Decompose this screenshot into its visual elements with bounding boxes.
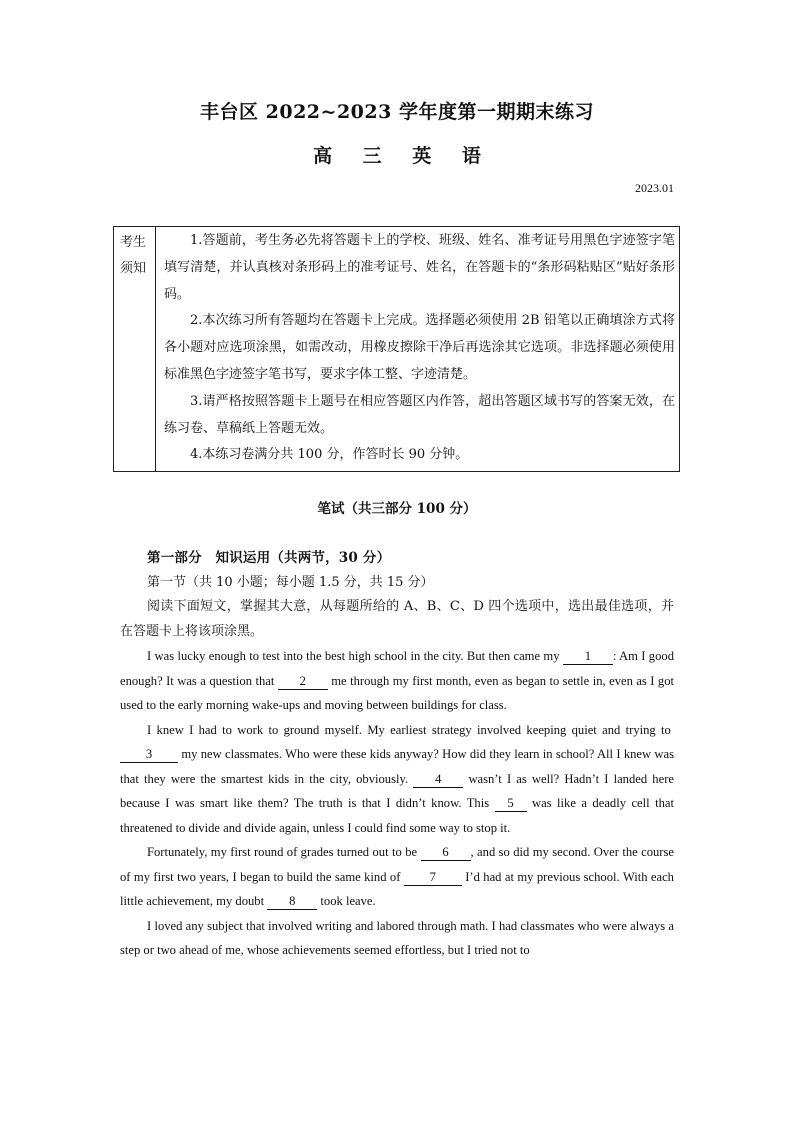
passage-text: : Am I good enough? It was a question that [120, 649, 674, 688]
passage-text: Fortunately, my first round of grades turned out to be [147, 845, 418, 859]
blank-7: 7 [404, 869, 462, 886]
instruction-text: 阅读下面短文，掌握其大意，从每题所给的 A、B、C、D 四个选项中，选出最佳选项，并在答题卡上将该项涂黑。 [120, 599, 674, 639]
passage-text: I was lucky enough to test into the best high school in the city. But then came my [147, 649, 560, 663]
blank-8: 8 [267, 893, 317, 910]
notice-label: 考生须知 [114, 227, 156, 471]
passage-paragraph-1 [120, 644, 674, 718]
passage-text: I loved any subject that involved writing and labored through math. I had classmates who were always a step or two ahead of me, whose achievements seemed effortless, but I tried not to [120, 918, 674, 957]
notice-item-4: 4.本练习卷满分共 100 分，作答时长 90 分钟。 [190, 447, 469, 463]
passage-paragraph-4 [120, 914, 674, 963]
blank-1: 1 [563, 648, 613, 665]
notice-item-3: 3.请严格按照答题卡上题号在相应答题区内作答，超出答题区域书写的答案无效，在练习卷、草稿纸上答题无效。 [164, 393, 675, 436]
blank-4: 4 [413, 771, 463, 788]
passage-text: my new classmates. Who were these kids anyway? How did they learn in school? All I knew was that they were the smartest kids in the city, obviously. [120, 747, 674, 786]
passage-paragraph-2 [120, 718, 674, 841]
exam-date: 2023.01 [635, 181, 674, 195]
section-heading: 笔试（共三部分 100 分） [317, 501, 477, 517]
blank-6: 6 [421, 844, 471, 861]
notice-item-1: 1.答题前，考生务必先将答题卡上的学校、班级、姓名、准考证号用黑色字迹签字笔填写清楚，并认真核对条形码上的准考证号、姓名，在答题卡的“条形码粘贴区”贴好条形码。 [164, 233, 675, 302]
notice-item-2: 2.本次练习所有答题均在答题卡上完成。选择题必须使用 2B 铅笔以正确填涂方式将各小题对应选项涂黑，如需改动，用橡皮擦除干净后再选涂其它选项。非选择题必须使用标准黑色字迹签字笔书写，要求字体工整、字迹清楚。 [164, 313, 675, 382]
passage-text: , and so did my second. Over the course of my first two years, I began to build the same kind of [120, 845, 674, 884]
exam-title: 丰台区 2022~2023 学年度第一期期末练习 [200, 101, 594, 123]
blank-3: 3 [120, 746, 178, 763]
passage-text: was like a deadly cell that threatened to divide and divide again, unless I could find some way to stop it. [120, 796, 674, 835]
passage-text: I’d had at my previous school. With each little achievement, my doubt [120, 869, 674, 908]
exam-subtitle: 高 三 英 语 [313, 145, 493, 167]
passage-paragraph-3 [120, 840, 674, 914]
notice-body [156, 227, 679, 471]
candidate-notice-box [113, 226, 680, 472]
passage-text: me through my first month, even as began to settle in, even as I got used to the early morning wake-ups and moving between buildings for class. [120, 673, 674, 712]
passage-text: wasn’t I as well? Hadn’t I landed here because I was smart like them? The truth is that I didn’t know. This [120, 771, 674, 810]
part-one-title: 第一部分 知识运用（共两节，30 分） [147, 550, 391, 566]
passage-text: I knew I had to work to ground myself. My earliest strategy involved keeping quiet and trying to [147, 722, 671, 737]
passage-text: took leave. [320, 894, 376, 908]
blank-2: 2 [278, 673, 328, 690]
subsection-title: 第一节（共 10 小题；每小题 1.5 分，共 15 分） [147, 574, 434, 590]
part-one-content [120, 546, 674, 963]
blank-5: 5 [495, 795, 527, 812]
